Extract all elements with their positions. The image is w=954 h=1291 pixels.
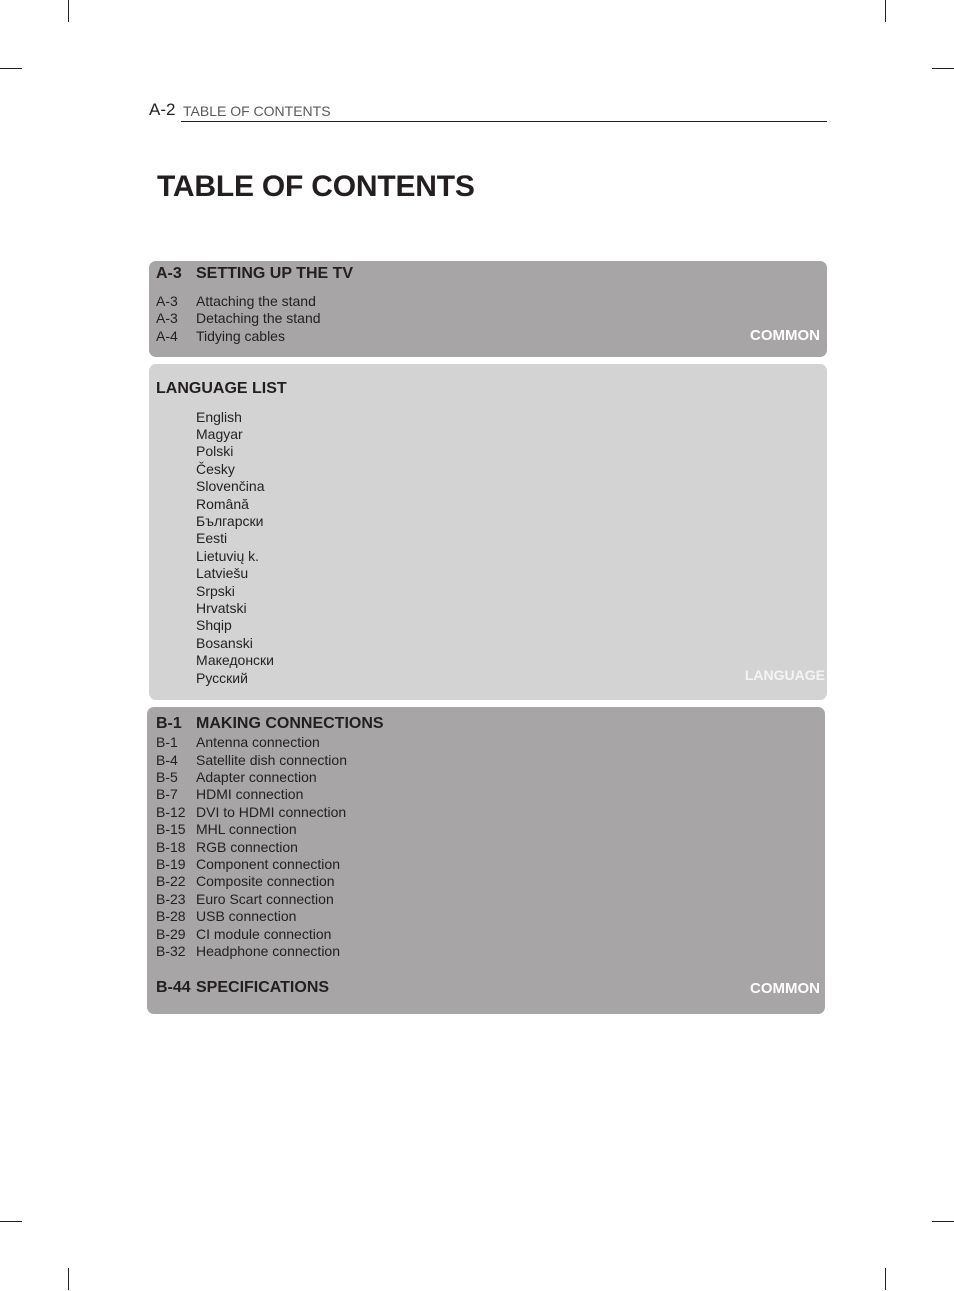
crop-mark [0,1221,22,1222]
language-list-heading[interactable]: LANGUAGE LIST [156,380,287,397]
header-section-label: TABLE OF CONTENTS [183,103,331,119]
toc-page-number: B-15 [156,821,186,837]
toc-title: Tidying cables [196,328,285,344]
toc-page-number: A-3 [156,293,178,309]
toc-page-number: B-7 [156,786,178,802]
section-tag-common: COMMON [750,980,820,997]
toc-title: Composite connection [196,873,335,889]
language-item[interactable]: Македонски [196,652,274,668]
toc-page-number: B-1 [156,715,182,732]
page-title: TABLE OF CONTENTS [157,170,475,203]
header-rule [181,121,827,122]
toc-page-number: A-4 [156,328,178,344]
header-page-number: A-2 [149,100,176,119]
toc-title: DVI to HDMI connection [196,804,347,820]
toc-page-number: B-18 [156,839,186,855]
running-header [149,100,827,122]
toc-title: MAKING CONNECTIONS [196,715,384,732]
crop-mark [885,1268,886,1290]
language-item[interactable]: Lietuvių k. [196,548,260,564]
language-item[interactable]: Eesti [196,530,228,546]
crop-mark [68,0,69,22]
language-item[interactable]: Русский [196,670,248,686]
toc-title: Antenna connection [196,734,320,750]
toc-title: Euro Scart connection [196,891,334,907]
toc-title: CI module connection [196,926,332,942]
toc-title: Adapter connection [196,769,317,785]
toc-title: MHL connection [196,821,297,837]
language-item[interactable]: Bosanski [196,635,253,651]
section-tag-common: COMMON [750,327,820,344]
language-item[interactable]: Български [196,513,264,529]
language-item[interactable]: English [196,409,242,425]
toc-title: Detaching the stand [196,310,321,326]
language-item[interactable]: Shqip [196,617,232,633]
toc-page-number: B-44 [156,979,191,996]
toc-page-number: B-28 [156,908,186,924]
toc-title: Headphone connection [196,943,341,959]
section-tag-language: LANGUAGE [744,667,825,683]
toc-title: SPECIFICATIONS [196,979,330,996]
toc-title: SETTING UP THE TV [196,265,354,282]
toc-section-language-list [149,364,827,700]
crop-mark [885,0,886,22]
toc-title: Attaching the stand [196,293,316,309]
toc-page-number: B-22 [156,873,186,889]
toc-page-number: B-1 [156,734,178,750]
language-item[interactable]: Polski [196,443,234,459]
language-item[interactable]: Magyar [196,426,243,442]
crop-mark [0,68,22,69]
toc-section-setting-up [149,261,827,357]
toc-page-number: A-3 [156,265,182,282]
toc-section-making-connections [147,707,825,1014]
crop-mark [68,1268,69,1290]
language-item[interactable]: Srpski [196,583,235,599]
toc-page-number: B-29 [156,926,186,942]
toc-page-number: B-12 [156,804,186,820]
language-item[interactable]: Hrvatski [196,600,247,616]
toc-page-number: B-32 [156,943,186,959]
toc-title: USB connection [196,908,297,924]
toc-title: RGB connection [196,839,298,855]
language-item[interactable]: Česky [196,461,235,477]
toc-page-number: B-5 [156,769,178,785]
toc-page-number: B-4 [156,752,178,768]
toc-title: Satellite dish connection [196,752,347,768]
toc-page-number: A-3 [156,310,178,326]
toc-title: Component connection [196,856,340,872]
crop-mark [932,1221,954,1222]
language-item[interactable]: Latviešu [196,565,249,581]
toc-page-number: B-23 [156,891,186,907]
language-item[interactable]: Română [196,496,249,512]
toc-title: HDMI connection [196,786,304,802]
language-item[interactable]: Slovenčina [196,478,265,494]
toc-page-number: B-19 [156,856,186,872]
crop-mark [932,68,954,69]
